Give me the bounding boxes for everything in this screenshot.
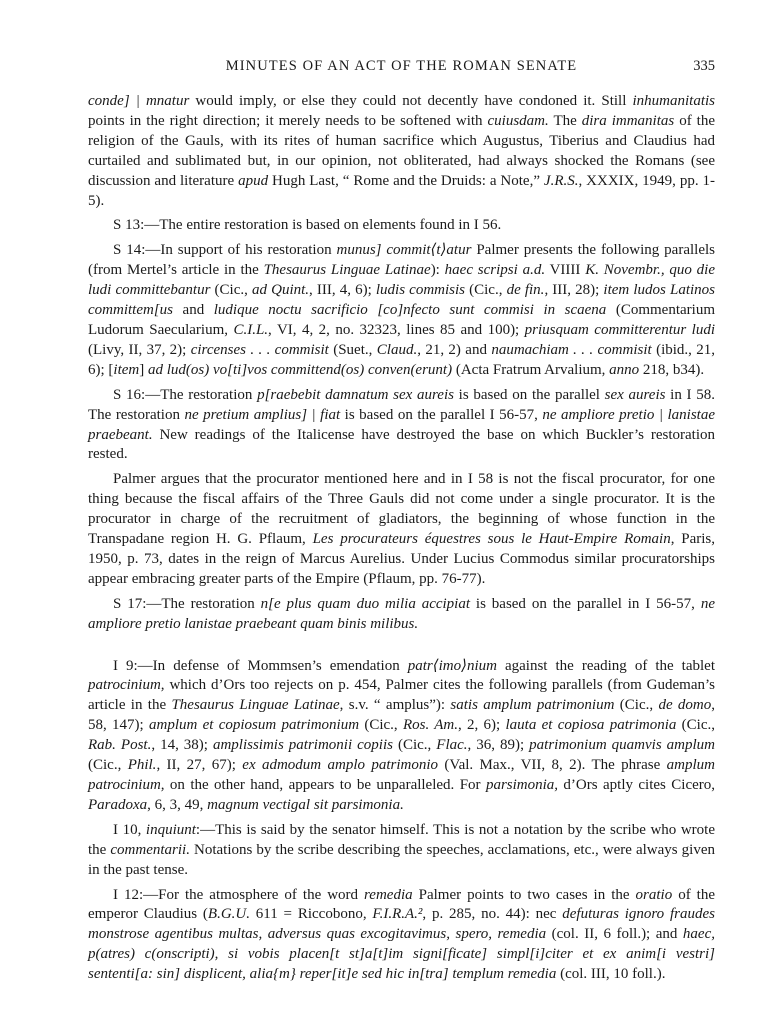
italic-text: circenses . . . commisit [190,341,329,358]
italic-text: J.R.S. [543,172,579,189]
italic-text: parsimonia, [485,777,559,793]
italic-text: commentarii. [110,841,190,858]
text-run: Notations by the scribe describing the speeches, acclamations, etc., were always given in the past tense. [88,841,715,878]
italic-text: remedia [364,886,413,903]
italic-text: item ludos Latinos committem[us [88,282,715,319]
text-run: (Suet., [328,341,377,358]
text-run: , Paris, 1950, p. 73, dates in the reign of Marcus Aurelius. Under Lucius Commodus similar procuratorships appear embracing greater parts of the Empire (Pflaum, pp. 76-77). [88,531,716,587]
text-run: I 9:—In defense of Mommsen’s emendation [113,657,408,674]
text-run: The [548,112,582,129]
paragraph [88,92,715,211]
italic-text: F.I.R.A.² [372,906,423,923]
text-run: (Acta Fratrum Arvalium, [452,361,610,378]
text-run: I 12:—For the atmosphere of the word [113,886,365,903]
paragraph [88,657,715,816]
paragraph [88,886,715,986]
text-run: I 10, [113,821,146,838]
italic-text: ad lud(os) vo[ti]vos committend(os) conven(erunt) [148,361,453,378]
text-run: , 6, 3, 49, [147,796,208,813]
text-run: S 16:—The restoration [113,386,258,403]
italic-text: B.G.U. [207,906,250,923]
italic-text: de fin. [506,282,545,299]
text-run: points in the right direction; it merely needs to be softened with [88,112,488,129]
text-run: would imply, or else they could not decently have condoned it. Still [189,93,633,109]
book-page [88,58,715,985]
italic-text: naumachiam . . . commisit [491,341,652,358]
italic-text: defuturas ignoro fraudes monstrose agentibus multas, adversus quas excogitavimus, spero, remedia [88,906,715,943]
italic-text: patrimonium quamvis amplum [529,737,715,754]
italic-text: satis amplum patrimonium [450,697,615,714]
paragraph [88,470,715,589]
paragraph [88,821,715,881]
text-run: New readings of the Italicense have destroyed the base on which Buckler’s restoration rested. [88,426,715,463]
text-run: (Cic., [210,282,252,299]
text-run: , p. 285, no. 44): nec [422,906,563,923]
italic-text: lauta et copiosa patrimonia [505,717,677,734]
text-run: S 17:—The restoration [113,595,261,612]
text-run: , III, 28); [544,282,604,299]
italic-text: Paradoxa [88,796,148,813]
text-run: d’Ors aptly cites Cicero, [558,777,716,793]
text-run: , 2, 6); [457,717,506,734]
italic-text: patr⟨imo⟩nium [407,657,497,674]
text-run: and [173,302,214,319]
text-run: , VI, 4, 2, no. 32323, lines 85 and 100); [268,321,525,338]
text-run: ] [139,361,148,378]
italic-text: amplum patrocinium, [88,757,716,793]
italic-text: anno [609,361,640,378]
text-run: is based on the parallel [453,386,605,403]
italic-text: Ros. Am. [402,717,458,734]
italic-text: amplum et copiosum patrimonium [149,717,360,734]
text-run: (Livy, II, 37, 2); [88,341,191,358]
italic-text: inquiunt [145,821,196,838]
text-run: (Cic., [88,757,128,774]
italic-text: cuiusdam. [487,112,549,129]
text-run: which d’Ors too rejects on p. 454, Palmer cites the following parallels (from Gudeman’s article in the [88,677,715,714]
text-run: (Cic., [392,737,437,754]
text-run: Palmer presents the following parallels (from Mertel’s article in the [88,242,715,279]
italic-text: haec, p(atres) c(onscripti), si vobis placen[t st]a[t]im signi[ficate] simpl[i]citer et ex anim[i vestri] sententi[a: sin] displicent, alia{m} reper[it]e sed hic in[tra] templum remedia [88,926,715,983]
text-run: against the reading of the tablet [496,657,715,674]
text-run: S 14:—In support of his restoration [113,242,337,259]
italic-text: Flac. [436,737,468,754]
running-title: MINUTES OF AN ACT OF THE ROMAN SENATE [225,58,578,74]
text-run: on the other hand, appears to be unparalleled. For [164,777,486,793]
text-run: (col. III, 10 foll.). [556,966,666,983]
italic-text: ludis commisis [375,282,466,299]
text-run: is based on the parallel I 56-57, [340,406,543,423]
text-run: (Cic., [359,717,403,734]
paragraph [88,216,715,236]
text-run: Hugh Last, “ Rome and the Druids: a Note,” [268,172,544,189]
text-run: S 13:—The entire restoration is based on elements found in I 56. [113,217,502,234]
italic-text: C.I.L. [233,321,269,338]
italic-text: conde] | mnatur [88,93,190,109]
text-run: Palmer argues that the procurator mentioned here and in I 58 is not the fiscal procurator, for one thing because the fiscal affairs of the Three Gauls did not come under a single procurator. It is the procurator in charge of the recruitment of gladiators, the beginning of whose function in the Transpadane region H. G. Pflaum, [88,471,715,548]
italic-text: Thesaurus Linguae Latinae [171,697,340,714]
italic-text: oratio [635,886,673,903]
italic-text: ex admodum amplo patrimonio [242,757,439,774]
italic-text: Phil. [127,757,157,774]
text-run: :—This is said by the senator himself. This is not a notation by the scribe who wrote the [88,821,716,858]
italic-text: Rab. Post. [88,737,152,754]
paragraph [88,241,715,380]
italic-text: Les procurateurs équestres sous le Haut-Empire Romain [312,531,671,548]
italic-text: haec scripsi a.d. [444,262,546,279]
text-run: , III, 4, 6); [309,282,376,299]
italic-text: munus] commit⟨t⟩atur [336,242,472,259]
italic-text: Claud. [376,341,418,358]
text-run: , II, 27, 67); [156,757,243,774]
italic-text: dira immanitas [581,112,675,129]
italic-text: Thesaurus Linguae Latinae [263,262,431,279]
text-run: VIIII [545,262,586,279]
text-run: Palmer points to two cases in the [412,886,636,903]
italic-text: apud [238,172,269,189]
italic-text: item [113,361,140,378]
text-run: (Val. Max., VII, 8, 2). The phrase [438,757,667,774]
text-run: , 58, 147); [88,697,716,734]
italic-text: priusquam committerentur ludi [524,321,715,338]
text-run: , 14, 38); [151,737,213,754]
paragraph [88,595,715,635]
page-number: 335 [693,58,715,74]
text-run: (ibid., 21, 6); [ [88,341,716,378]
text-run: (col. II, 6 foll.); and [546,926,683,943]
text-run: of the religion of the Gauls, with its rites of human sacrifice which Augustus, Tiberius and Claudius had curtailed and sublimated but, in our opinion, not obliterated, had always shocked the Romans (see discussion and literature [88,112,715,189]
italic-text: de domo [658,697,712,714]
body-text [88,92,715,985]
text-run: , 36, 89); [467,737,530,754]
text-run: , 21, 2) and [417,341,492,358]
text-run: , s.v. “ amplus”): [339,697,451,714]
italic-text: amplissimis patrimonii copiis [212,737,393,754]
text-run: , XXXIX, 1949, pp. 1-5). [88,172,716,209]
italic-text: ne ampliore pretio lanistae praebeant quam binis milibus. [88,595,715,632]
text-run: ): [430,262,445,279]
italic-text: patrocinium, [88,677,165,694]
italic-text: ad Quint. [252,282,310,299]
text-run: 611 = Riccobono, [250,906,373,923]
paragraph [88,386,715,466]
text-run: (Cic., [676,717,715,734]
italic-text: ludique noctu sacrificio [co]nfecto sunt commisi in scaena [213,302,607,319]
text-run: is based on the parallel in I 56-57, [470,595,701,612]
text-run: 218, b34). [639,361,705,378]
italic-text: K. Novembr., quo die ludi committebantur [88,262,716,299]
italic-text: n[e plus quam duo milia accipiat [260,595,471,612]
text-run: in I 58. The restoration [88,386,715,423]
italic-text: sex aureis [604,386,666,403]
italic-text: ne pretium amplius] | fiat [184,406,341,423]
italic-text: p[raebebit damnatum sex aureis [257,386,454,403]
text-run: (Cic., [614,697,659,714]
italic-text: magnum vectigal sit parsimonia. [207,796,404,813]
text-run: (Cic., [465,282,507,299]
italic-text: inhumanitatis [632,93,715,109]
text-run: (Commentarium Ludorum Saecularium, [88,302,715,338]
text-run: of the emperor Claudius ( [88,886,715,923]
page-header [88,58,715,84]
italic-text: ne ampliore pretio | lanistae praebeant. [88,406,716,443]
